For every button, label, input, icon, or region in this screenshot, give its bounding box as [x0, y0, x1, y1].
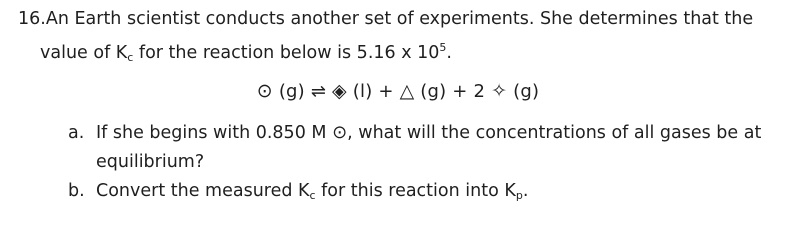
triangle-icon: △: [399, 80, 415, 102]
question-text-kc: value of K: [40, 43, 128, 63]
dot-circle-icon: ⊙: [256, 80, 273, 102]
question-number: 16.: [18, 9, 46, 29]
part-b-line: [68, 180, 528, 207]
question-line-2: [40, 37, 452, 69]
part-b-text: Convert the measured K: [96, 181, 310, 201]
product1-state: (l) +: [346, 81, 400, 102]
part-a-text-suffix: , what will the concentrations of all gases be at: [347, 123, 762, 143]
equilibrium-arrow: ⇌: [310, 81, 327, 102]
part-b-text-end: .: [522, 181, 529, 201]
question-text-end: .: [446, 43, 452, 63]
product2-state: (g) + 2: [414, 81, 492, 102]
reactant-state: (g): [272, 81, 311, 102]
question-line-1: [18, 8, 753, 30]
kc-subscript: c: [309, 189, 316, 202]
diamond-icon: ◈: [332, 80, 347, 102]
part-a-text-cont: equilibrium?: [96, 152, 205, 172]
dot-circle-icon: ⊙: [332, 122, 348, 143]
part-a-text: If she begins with 0.850 M: [96, 123, 333, 143]
part-a-label: a.: [68, 123, 85, 143]
question-text: An Earth scientist conducts another set of experiments. She determines that the: [45, 9, 754, 29]
part-a-line-1: [68, 122, 761, 144]
kp-subscript: p: [515, 189, 523, 202]
part-a-line-2: [96, 151, 204, 173]
star-icon: ✧: [491, 80, 508, 102]
kc-subscript: c: [127, 51, 134, 64]
product3-state: (g): [507, 81, 540, 102]
reaction-equation: [0, 81, 796, 103]
question-text-value: for the reaction below is 5.16 x 10: [133, 43, 440, 63]
part-b-label: b.: [68, 181, 85, 201]
exponent: 5: [439, 41, 447, 54]
part-b-text-middle: for this reaction into K: [315, 181, 516, 201]
